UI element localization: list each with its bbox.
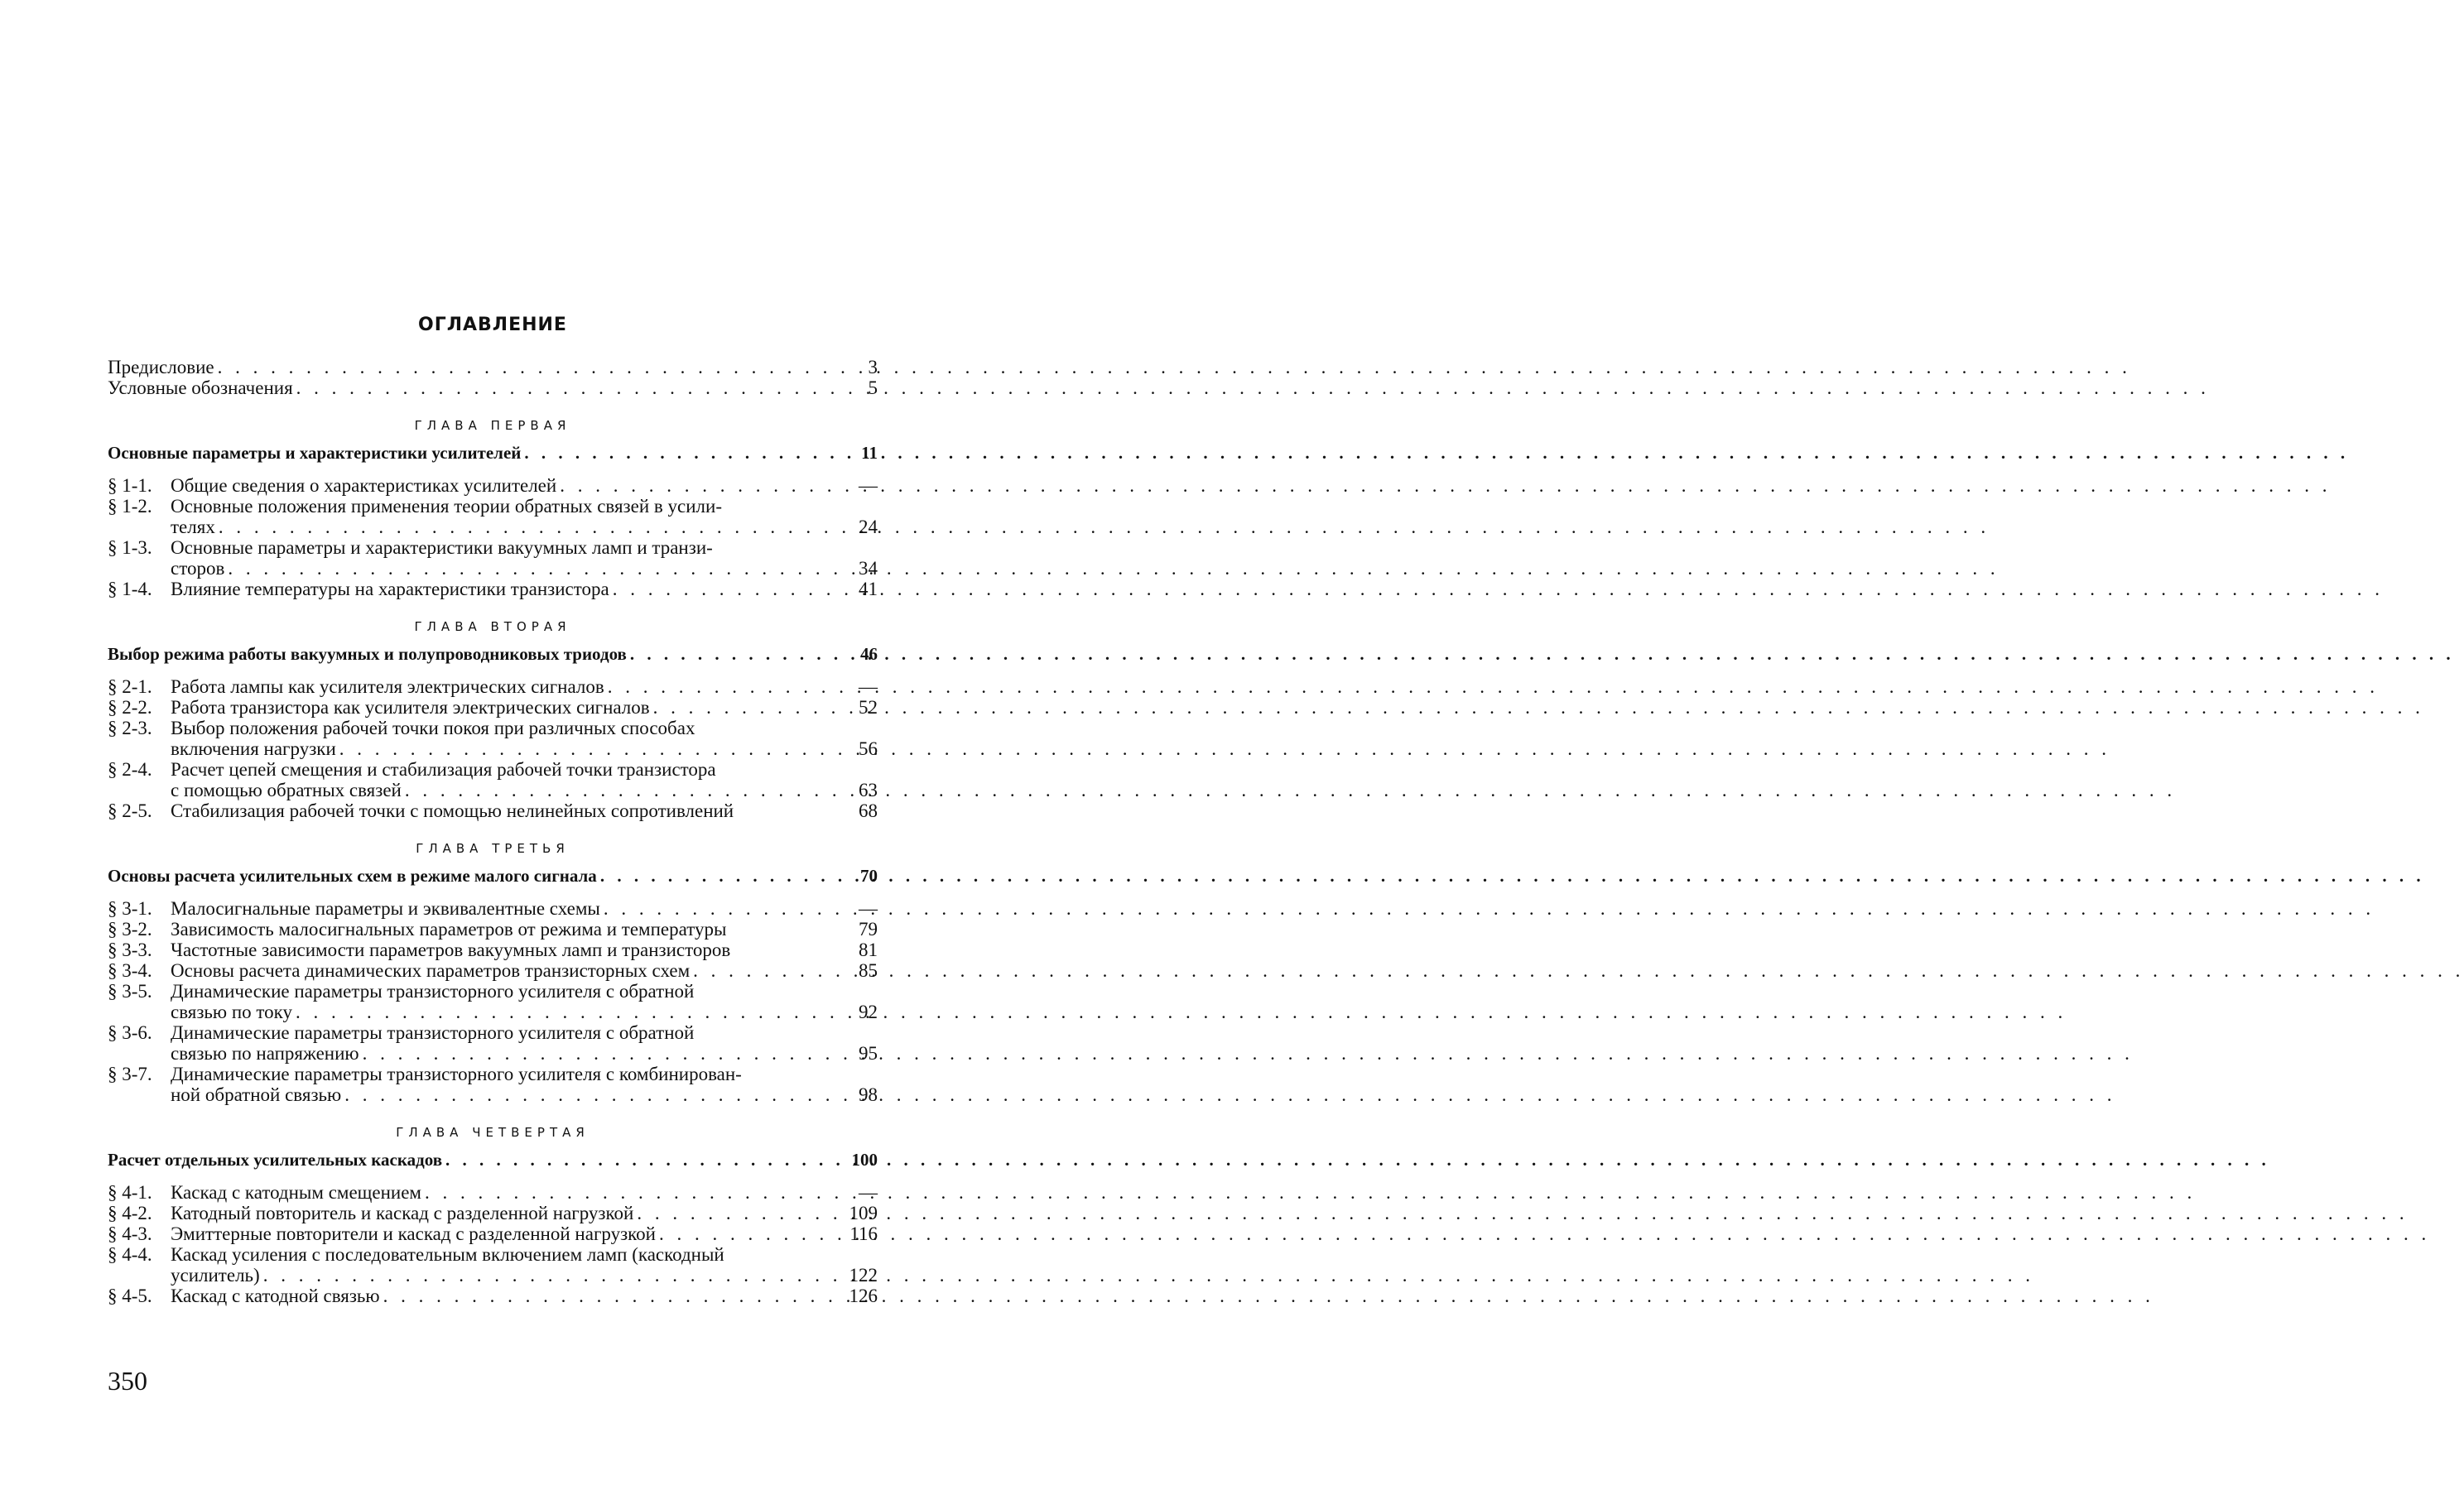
section-number: § 3-7. bbox=[108, 1064, 152, 1084]
section-body bbox=[171, 940, 878, 960]
dot-leader bbox=[296, 377, 820, 398]
section-body bbox=[171, 475, 878, 496]
section-body bbox=[171, 496, 878, 537]
section-page: 63 bbox=[859, 780, 878, 800]
section-page: 92 bbox=[859, 1002, 878, 1022]
section-page: — bbox=[859, 898, 878, 919]
section-line bbox=[171, 1203, 878, 1223]
section-text: телях bbox=[171, 517, 215, 537]
section-page: 126 bbox=[849, 1286, 878, 1306]
section-number: § 3-3. bbox=[108, 940, 152, 960]
entry-page: 3 bbox=[868, 357, 878, 377]
section-page: 109 bbox=[849, 1203, 878, 1223]
section-entry bbox=[108, 898, 878, 919]
section-number: § 1-2. bbox=[108, 496, 152, 517]
dot-leader bbox=[344, 1084, 820, 1105]
section-text: Основные параметры и характеристики вакуумных ламп и транзи- bbox=[171, 537, 713, 558]
section-entry bbox=[108, 800, 878, 821]
section-number: § 4-1. bbox=[108, 1182, 152, 1203]
section-line bbox=[171, 1223, 878, 1244]
chapter-page: 70 bbox=[860, 866, 878, 886]
section-line bbox=[171, 780, 878, 800]
dot-leader bbox=[604, 898, 820, 919]
section-entry bbox=[108, 1182, 878, 1203]
section-entry bbox=[108, 960, 878, 981]
entry-text: Предисловие bbox=[108, 357, 214, 377]
section-line bbox=[171, 496, 878, 517]
chapter-label: ГЛАВА ЧЕТВЕРТАЯ bbox=[396, 1125, 590, 1140]
section-number: § 4-3. bbox=[108, 1223, 152, 1244]
section-number: § 1-1. bbox=[108, 475, 152, 496]
section-entry bbox=[108, 759, 878, 800]
section-text: Зависимость малосигнальных параметров от режима и температуры bbox=[171, 919, 727, 940]
section-text: Каскад с катодной связью bbox=[171, 1286, 380, 1306]
dot-leader bbox=[693, 960, 820, 981]
chapter-title-entry bbox=[108, 866, 878, 887]
section-number: § 2-3. bbox=[108, 718, 152, 738]
section-body bbox=[171, 1203, 878, 1223]
toc-page bbox=[108, 315, 878, 1306]
section-text: связью по току bbox=[171, 1002, 293, 1022]
section-text: Общие сведения о характеристиках усилителей bbox=[171, 475, 557, 496]
section-text: Основные положения применения теории обратных связей в усили- bbox=[171, 496, 722, 517]
section-entry bbox=[108, 1223, 878, 1244]
dot-leader bbox=[228, 558, 820, 579]
section-page: 85 bbox=[859, 960, 878, 981]
section-text: с помощью обратных связей bbox=[171, 780, 402, 800]
page-number: 350 bbox=[108, 1366, 147, 1396]
section-page: 34 bbox=[859, 558, 878, 579]
section-body bbox=[171, 1182, 878, 1203]
dot-leader bbox=[425, 1182, 820, 1203]
section-body bbox=[171, 960, 878, 981]
section-text: Расчет цепей смещения и стабилизация рабочей точки транзистора bbox=[171, 759, 716, 780]
section-line bbox=[171, 1244, 878, 1265]
section-number: § 1-3. bbox=[108, 537, 152, 558]
dot-leader bbox=[296, 1002, 820, 1022]
toc-title: ОГЛАВЛЕНИЕ bbox=[418, 315, 567, 335]
section-page: 24 bbox=[859, 517, 878, 537]
section-number: § 3-6. bbox=[108, 1022, 152, 1043]
section-text: Работа транзистора как усилителя электрических сигналов bbox=[171, 697, 650, 718]
section-entry bbox=[108, 579, 878, 599]
section-entry bbox=[108, 1286, 878, 1306]
section-line bbox=[171, 800, 878, 821]
front-matter bbox=[108, 357, 878, 398]
section-line bbox=[171, 537, 878, 558]
section-number: § 1-4. bbox=[108, 579, 152, 599]
section-line bbox=[171, 981, 878, 1002]
section-line bbox=[171, 558, 878, 579]
section-number: § 4-5. bbox=[108, 1286, 152, 1306]
section-body bbox=[171, 676, 878, 697]
section-body bbox=[171, 1064, 878, 1105]
section-body bbox=[171, 697, 878, 718]
dot-leader bbox=[659, 1223, 820, 1244]
section-body bbox=[171, 800, 878, 821]
dot-leader bbox=[383, 1286, 820, 1306]
section-body bbox=[171, 981, 878, 1022]
dot-leader bbox=[218, 357, 820, 377]
toc-entry-notation bbox=[108, 377, 878, 398]
chapter-page: 46 bbox=[860, 644, 878, 664]
section-number: § 2-5. bbox=[108, 800, 152, 821]
dot-leader bbox=[630, 644, 820, 665]
section-text: сторов bbox=[171, 558, 225, 579]
section-line bbox=[171, 579, 878, 599]
section-text: Стабилизация рабочей точки с помощью нелинейных сопротивлений bbox=[171, 800, 734, 821]
section-line bbox=[171, 898, 878, 919]
section-text: Малосигнальные параметры и эквивалентные схемы bbox=[171, 898, 600, 919]
chapter-page: 100 bbox=[851, 1150, 878, 1170]
section-entry bbox=[108, 1022, 878, 1064]
chapter-title: Расчет отдельных усилительных каскадов bbox=[108, 1150, 443, 1170]
section-page: 116 bbox=[849, 1223, 878, 1244]
section-body bbox=[171, 537, 878, 579]
entry-page: 5 bbox=[868, 377, 878, 398]
chapters-list bbox=[108, 418, 878, 1306]
section-number: § 2-4. bbox=[108, 759, 152, 780]
section-body bbox=[171, 1244, 878, 1286]
section-line bbox=[171, 517, 878, 537]
section-number: § 4-2. bbox=[108, 1203, 152, 1223]
section-page: 95 bbox=[859, 1043, 878, 1064]
section-page: 81 bbox=[859, 940, 878, 960]
section-page: 68 bbox=[859, 800, 878, 821]
dot-leader bbox=[445, 1150, 820, 1170]
section-entry bbox=[108, 981, 878, 1022]
section-line bbox=[171, 1064, 878, 1084]
section-line bbox=[171, 718, 878, 738]
section-line bbox=[171, 759, 878, 780]
section-text: Эмиттерные повторители и каскад с разделенной нагрузкой bbox=[171, 1223, 656, 1244]
section-entry bbox=[108, 1064, 878, 1105]
section-line bbox=[171, 940, 878, 960]
section-entry bbox=[108, 697, 878, 718]
section-entry bbox=[108, 496, 878, 537]
section-body bbox=[171, 759, 878, 800]
section-body bbox=[171, 579, 878, 599]
section-entry bbox=[108, 1244, 878, 1286]
section-text: Динамические параметры транзисторного усилителя с обратной bbox=[171, 1022, 695, 1043]
section-page: 41 bbox=[859, 579, 878, 599]
chapter-label: ГЛАВА ТРЕТЬЯ bbox=[416, 841, 570, 856]
section-body bbox=[171, 898, 878, 919]
chapter-label: ГЛАВА ВТОРАЯ bbox=[414, 619, 571, 634]
section-text: Влияние температуры на характеристики транзистора bbox=[171, 579, 609, 599]
section-body bbox=[171, 919, 878, 940]
section-text: Работа лампы как усилителя электрических сигналов bbox=[171, 676, 604, 697]
section-page: — bbox=[859, 1182, 878, 1203]
section-line bbox=[171, 1022, 878, 1043]
section-line bbox=[171, 1002, 878, 1022]
section-page: 56 bbox=[859, 738, 878, 759]
section-text: ной обратной связью bbox=[171, 1084, 342, 1105]
entry-text: Условные обозначения bbox=[108, 377, 293, 398]
section-line bbox=[171, 919, 878, 940]
section-number: § 3-5. bbox=[108, 981, 152, 1002]
section-line bbox=[171, 1286, 878, 1306]
chapter-title: Выбор режима работы вакуумных и полупроводниковых триодов bbox=[108, 644, 627, 664]
section-line bbox=[171, 475, 878, 496]
section-page: — bbox=[859, 676, 878, 697]
dot-leader bbox=[637, 1203, 820, 1223]
section-body bbox=[171, 1022, 878, 1064]
section-line bbox=[171, 1182, 878, 1203]
section-text: связью по напряжению bbox=[171, 1043, 359, 1064]
section-text: Основы расчета динамических параметров транзисторных схем bbox=[171, 960, 691, 981]
section-entry bbox=[108, 919, 878, 940]
section-text: Частотные зависимости параметров вакуумных ламп и транзисторов bbox=[171, 940, 731, 960]
dot-leader bbox=[405, 780, 820, 800]
section-text: усилитель) bbox=[171, 1265, 260, 1286]
dot-leader bbox=[560, 475, 820, 496]
chapter-label: ГЛАВА ПЕРВАЯ bbox=[414, 418, 571, 433]
section-number: § 2-1. bbox=[108, 676, 152, 697]
section-line bbox=[171, 676, 878, 697]
section-body bbox=[171, 1223, 878, 1244]
dot-leader bbox=[608, 676, 820, 697]
chapter-title: Основные параметры и характеристики усилителей bbox=[108, 443, 522, 463]
section-page: 52 bbox=[859, 697, 878, 718]
toc-entry-preface bbox=[108, 357, 878, 377]
section-entry bbox=[108, 940, 878, 960]
section-text: Катодный повторитель и каскад с разделенной нагрузкой bbox=[171, 1203, 634, 1223]
section-text: Каскад усиления с последовательным включением ламп (каскодный bbox=[171, 1244, 724, 1265]
section-text: Выбор положения рабочей точки покоя при различных способах bbox=[171, 718, 695, 738]
chapter-title-entry bbox=[108, 1150, 878, 1170]
section-body bbox=[171, 1286, 878, 1306]
section-number: § 2-2. bbox=[108, 697, 152, 718]
section-page: — bbox=[859, 475, 878, 496]
dot-leader bbox=[613, 579, 820, 599]
dot-leader bbox=[524, 443, 820, 464]
section-entry bbox=[108, 1203, 878, 1223]
section-text: Динамические параметры транзисторного усилителя с комбинирован- bbox=[171, 1064, 742, 1084]
dot-leader bbox=[339, 738, 820, 759]
dot-leader bbox=[600, 866, 820, 887]
section-number: § 3-2. bbox=[108, 919, 152, 940]
chapter-page: 11 bbox=[861, 443, 878, 463]
section-body bbox=[171, 718, 878, 759]
dot-leader bbox=[219, 517, 820, 537]
section-line bbox=[171, 1265, 878, 1286]
section-line bbox=[171, 697, 878, 718]
section-page: 98 bbox=[859, 1084, 878, 1105]
section-entry bbox=[108, 537, 878, 579]
section-number: § 4-4. bbox=[108, 1244, 152, 1265]
dot-leader bbox=[263, 1265, 820, 1286]
section-line bbox=[171, 738, 878, 759]
section-text: Динамические параметры транзисторного усилителя с обратной bbox=[171, 981, 695, 1002]
chapter-title-entry bbox=[108, 644, 878, 665]
section-entry bbox=[108, 718, 878, 759]
section-page: 79 bbox=[859, 919, 878, 940]
dot-leader bbox=[653, 697, 820, 718]
section-line bbox=[171, 1043, 878, 1064]
section-text: Каскад с катодным смещением bbox=[171, 1182, 421, 1203]
section-entry bbox=[108, 475, 878, 496]
section-line bbox=[171, 960, 878, 981]
section-number: § 3-1. bbox=[108, 898, 152, 919]
section-page: 122 bbox=[849, 1265, 878, 1286]
section-text: включения нагрузки bbox=[171, 738, 336, 759]
dot-leader bbox=[363, 1043, 820, 1064]
section-number: § 3-4. bbox=[108, 960, 152, 981]
section-entry bbox=[108, 676, 878, 697]
chapter-title-entry bbox=[108, 443, 878, 464]
section-line bbox=[171, 1084, 878, 1105]
chapter-title: Основы расчета усилительных схем в режиме малого сигнала bbox=[108, 866, 597, 886]
